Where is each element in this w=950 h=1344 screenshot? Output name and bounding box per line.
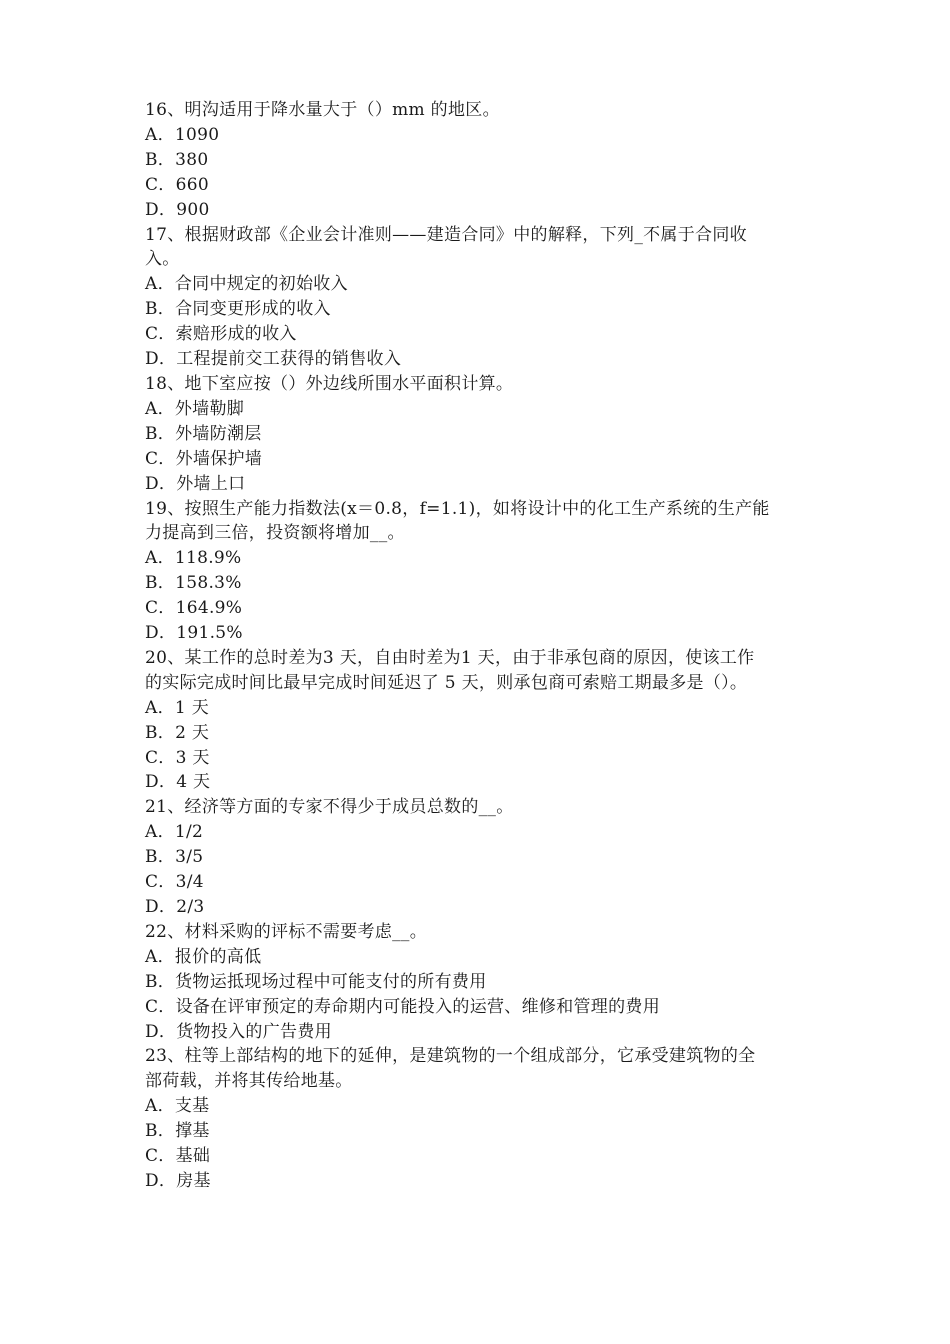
option-a: A．1090 — [145, 124, 220, 145]
document-page — [145, 98, 817, 1194]
question-stem: 20、某工作的总时差为3 天，自由时差为1 天，由于非承包商的原因，使该工作 — [145, 647, 755, 668]
option-a: A．1 天 — [145, 697, 209, 718]
question-stem-continued: 部荷载，并将其传给地基。 — [145, 1071, 353, 1092]
option-b: B．380 — [145, 149, 209, 170]
question-stem: 18、地下室应按（）外边线所围水平面积计算。 — [145, 373, 514, 394]
question-22 — [145, 920, 817, 1045]
option-b: B．外墙防潮层 — [145, 423, 262, 444]
option-a: A．报价的高低 — [145, 946, 262, 967]
option-d: D．2/3 — [145, 897, 205, 917]
option-c: C．3/4 — [145, 872, 204, 893]
question-stem: 17、根据财政部《企业会计准则——建造合同》中的解释，下列_不属于合同收 — [145, 224, 747, 245]
question-21 — [145, 795, 817, 920]
option-c: C．164.9% — [145, 598, 243, 619]
option-d: D．工程提前交工获得的销售收入 — [145, 349, 402, 370]
option-d: D．191.5% — [145, 623, 243, 644]
option-b: B．撑基 — [145, 1121, 210, 1142]
option-c: C．基础 — [145, 1146, 211, 1167]
option-c: C．3 天 — [145, 747, 210, 768]
question-stem: 23、柱等上部结构的地下的延伸，是建筑物的一个组成部分，它承受建筑物的全 — [145, 1046, 756, 1067]
question-stem-continued: 入。 — [145, 249, 180, 270]
option-d: D．货物投入的广告费用 — [145, 1021, 332, 1042]
question-18 — [145, 372, 817, 497]
question-stem-continued: 力提高到三倍，投资额将增加__。 — [145, 523, 405, 544]
option-c: C．设备在评审预定的寿命期内可能投入的运营、维修和管理的费用 — [145, 996, 661, 1017]
option-b: B．3/5 — [145, 847, 204, 868]
question-stem: 21、经济等方面的专家不得少于成员总数的__。 — [145, 797, 514, 818]
option-a: A．1/2 — [145, 822, 204, 843]
option-b: B．合同变更形成的收入 — [145, 299, 331, 320]
option-d: D．房基 — [145, 1170, 211, 1191]
option-d: D．900 — [145, 199, 210, 220]
question-23 — [145, 1044, 817, 1193]
question-17 — [145, 223, 817, 372]
option-d: D．4 天 — [145, 772, 211, 793]
option-b: B．货物运抵现场过程中可能支付的所有费用 — [145, 971, 487, 992]
question-stem: 16、明沟适用于降水量大于（）mm 的地区。 — [145, 100, 500, 120]
option-d: D．外墙上口 — [145, 473, 246, 494]
option-a: A．外墙勒脚 — [145, 398, 245, 419]
option-b: B．2 天 — [145, 722, 210, 743]
option-b: B．158.3% — [145, 573, 242, 594]
question-19 — [145, 497, 817, 646]
option-c: C．660 — [145, 174, 209, 195]
question-stem-continued: 的实际完成时间比最早完成时间延迟了 5 天，则承包商可索赔工期最多是（）。 — [145, 672, 748, 693]
question-20 — [145, 646, 817, 795]
option-a: A．合同中规定的初始收入 — [145, 274, 348, 295]
option-a: A．118.9% — [145, 548, 242, 569]
option-a: A．支基 — [145, 1096, 210, 1117]
option-c: C．索赔形成的收入 — [145, 324, 297, 345]
option-c: C．外墙保护墙 — [145, 448, 263, 469]
question-stem: 22、材料采购的评标不需要考虑__。 — [145, 921, 428, 942]
question-stem: 19、按照生产能力指数法(x＝0.8，f=1.1)，如将设计中的化工生产系统的生产能 — [145, 498, 770, 519]
question-16 — [145, 98, 817, 223]
